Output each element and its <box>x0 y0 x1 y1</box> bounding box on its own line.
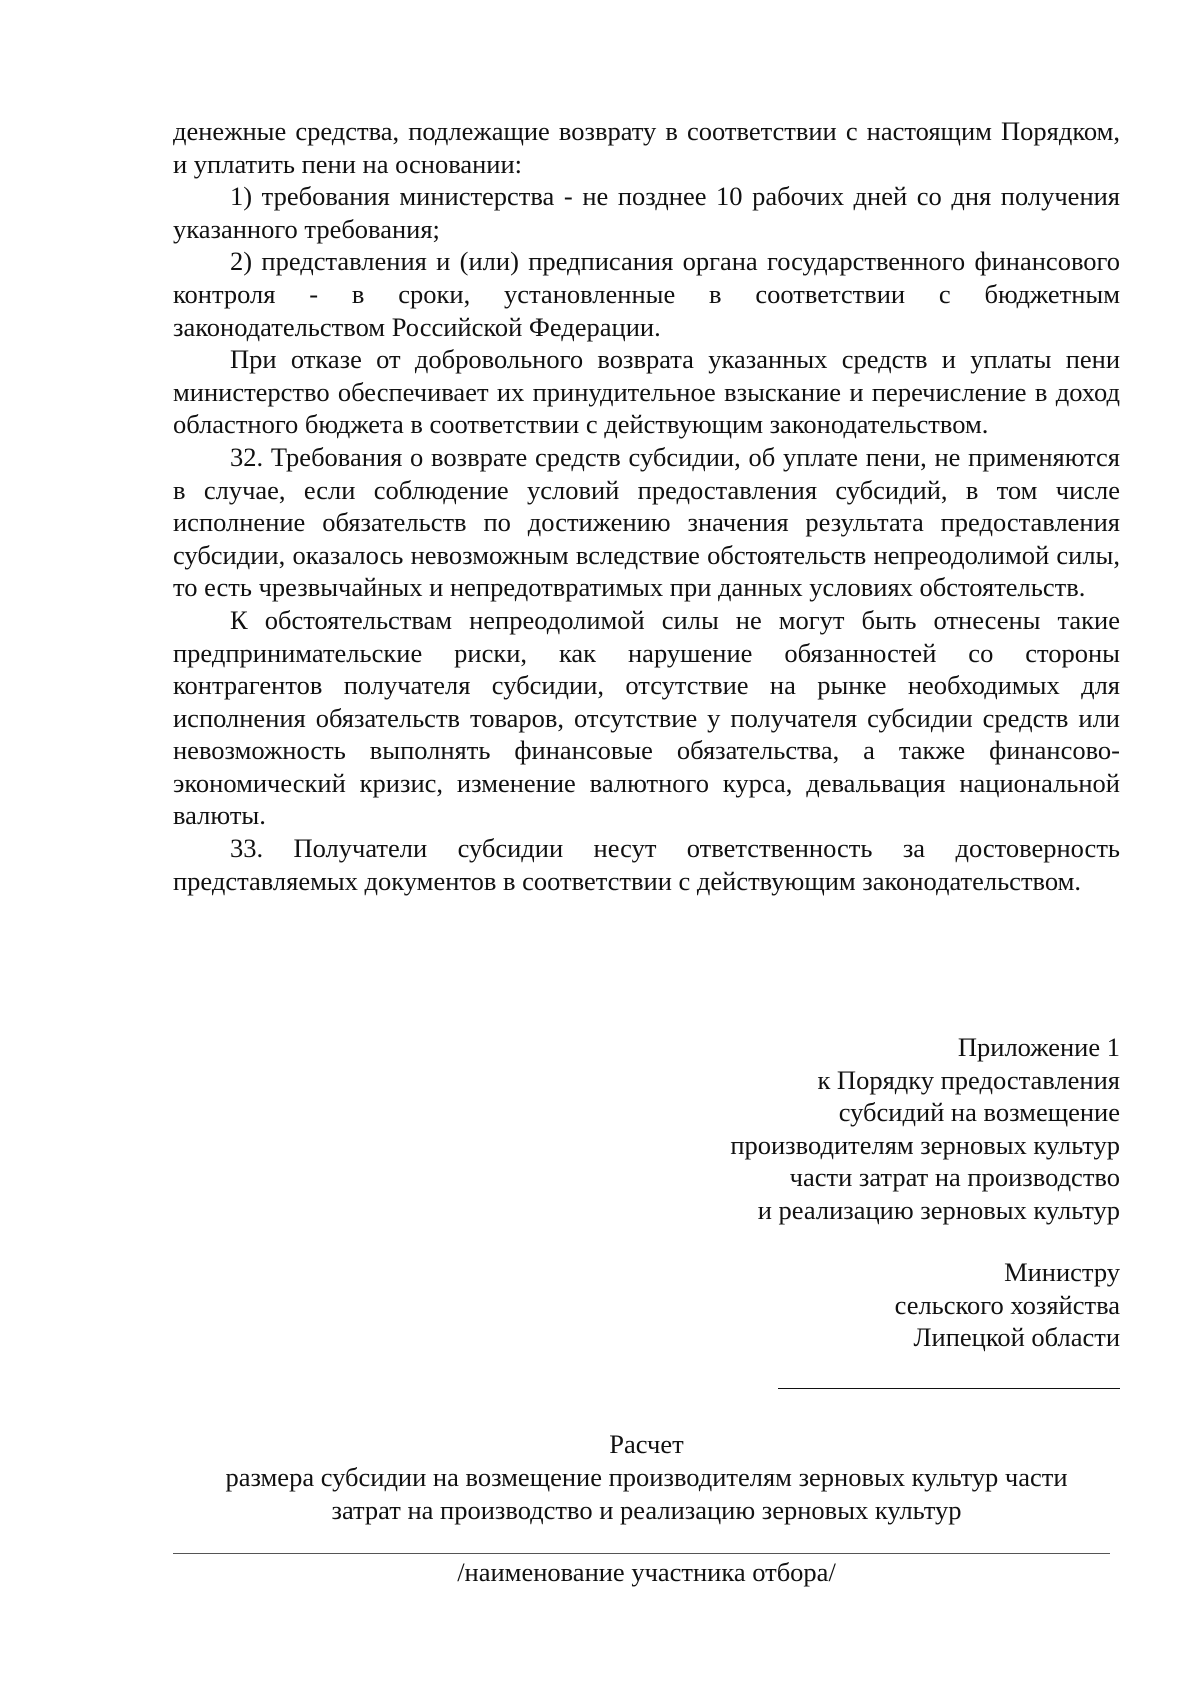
paragraph: При отказе от добровольного возврата указанных средств и уплаты пени министерство обеспечивает их принудительное взыскание и перечисление в доход областного бюджета в соответствии с действующим законодательством. <box>173 344 1120 440</box>
appendix-line: к Порядку предоставления <box>817 1064 1120 1095</box>
recipient-signature-line <box>778 1388 1120 1389</box>
appendix-header <box>420 1031 1120 1227</box>
calculation-heading: Расчет <box>609 1429 684 1459</box>
body-text <box>173 115 1120 897</box>
paragraph: денежные средства, подлежащие возврату в соответствии с настоящим Порядком, и уплатить пени на основании: <box>173 116 1120 179</box>
appendix-line: субсидий на возмещение <box>838 1097 1120 1128</box>
paragraph: 1) требования министерства - не позднее 10 рабочих дней со дня получения указанного требования; <box>173 181 1120 244</box>
recipient-line: сельского хозяйства <box>894 1289 1120 1320</box>
recipient-line: Липецкой области <box>913 1322 1120 1353</box>
appendix-line: производителям зерновых культур <box>730 1129 1120 1160</box>
paragraph: 33. Получатели субсидии несут ответственность за достоверность представляемых документов в соответствии с действующим законодательством. <box>173 833 1120 896</box>
appendix-line: Приложение 1 <box>957 1032 1120 1062</box>
calculation-title <box>173 1428 1120 1527</box>
recipient-line: Министру <box>1004 1257 1120 1287</box>
paragraph: К обстоятельствам непреодолимой силы не могут быть отнесены такие предпринимательские риски, как нарушение обязанностей со стороны контрагентов получателя субсидии, отсутствие на рынке необходимых для исполнения обязательств товаров, отсутствие у получателя субсидии средств или невозможность выполнять финансовые обязательства, а также финансово-экономический кризис, изменение валютного курса, девальвация национальной валюты. <box>173 604 1120 831</box>
calculation-subtitle-line: затрат на производство и реализацию зерновых культур <box>331 1495 962 1525</box>
recipient-block <box>620 1256 1120 1354</box>
paragraph: 32. Требования о возврате средств субсидии, об уплате пени, не применяются в случае, если соблюдение условий предоставления субсидий, в том числе исполнение обязательств по достижению значения результата предоставления субсидии, оказалось невозможным вследствие обстоятельств непреодолимой силы, то есть чрезвычайных и непредотвратимых при данных условиях обстоятельств. <box>173 441 1120 603</box>
participant-name-caption: /наименование участника отбора/ <box>457 1557 836 1587</box>
appendix-line: и реализацию зерновых культур <box>757 1194 1120 1225</box>
calculation-subtitle-line: размера субсидии на возмещение производителям зерновых культур части <box>225 1462 1068 1492</box>
participant-name-line <box>173 1553 1110 1554</box>
paragraph: 2) представления и (или) предписания органа государственного финансового контроля - в сроки, установленные в соответствии с бюджетным законодательством Российской Федерации. <box>173 246 1120 342</box>
appendix-line: части затрат на производство <box>789 1162 1120 1193</box>
